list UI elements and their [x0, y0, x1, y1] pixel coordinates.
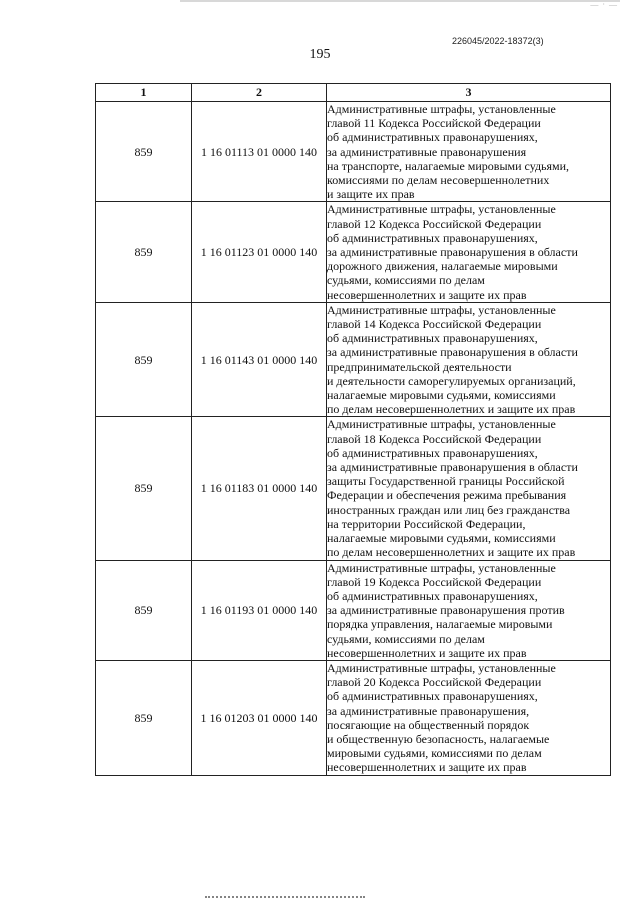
description-line: мировыми судьями, комиссиями по делам [327, 746, 542, 761]
budget-classification-code-cell: 1 16 01113 01 0000 140 [192, 102, 327, 202]
description-line: на транспорте, налагаемые мировыми судьями, [327, 158, 570, 173]
budget-classification-code-cell: 1 16 01203 01 0000 140 [192, 660, 327, 775]
description-line: главой 18 Кодекса Российской Федерации [327, 431, 542, 446]
description-line: Административные штрафы, установленные [327, 202, 556, 217]
header-col-3: 3 [327, 84, 611, 102]
description-line: за административные правонарушения против [327, 603, 565, 618]
description-line: по делам несовершеннолетних и защите их прав [327, 402, 576, 417]
admin-code-cell: 859 [96, 560, 192, 660]
description-line: налагаемые мировыми судьями, комиссиями [327, 531, 556, 546]
description-line: Административные штрафы, установленные [327, 560, 556, 575]
description-line: главой 12 Кодекса Российской Федерации [327, 216, 542, 231]
description-line: главой 19 Кодекса Российской Федерации [327, 574, 542, 589]
description-line: Административные штрафы, установленные [327, 102, 556, 116]
description-line: судьями, комиссиями по делам [327, 273, 485, 288]
description-line: несовершеннолетних и защите их прав [327, 760, 527, 775]
description-line: дорожного движения, налагаемые мировыми [327, 259, 558, 274]
description-line: об административных правонарушениях, [327, 230, 538, 245]
description-line: об административных правонарушениях, [327, 588, 538, 603]
description-line: комиссиями по делам несовершеннолетних [327, 173, 550, 188]
admin-code-cell: 859 [96, 202, 192, 302]
description-line: Административные штрафы, установленные [327, 660, 556, 675]
budget-classification-code-cell: 1 16 01183 01 0000 140 [192, 417, 327, 560]
scan-top-rule [180, 0, 620, 2]
table-row [96, 102, 611, 202]
description-line: за административные правонарушения, [327, 703, 530, 718]
table-row [96, 202, 611, 302]
description-line: за административные правонарушения в области [327, 460, 578, 475]
description-line: и деятельности саморегулируемых организаций, [327, 373, 576, 388]
description-line: главой 14 Кодекса Российской Федерации [327, 317, 542, 332]
description-line: судьями, комиссиями по делам [327, 631, 485, 646]
table-row [96, 417, 611, 560]
description-line: на территории Российской Федерации, [327, 516, 526, 531]
income-description-cell [327, 417, 611, 560]
description-line: Административные штрафы, установленные [327, 302, 556, 317]
description-line: посягающие на общественный порядок [327, 717, 530, 732]
admin-code-cell: 859 [96, 660, 192, 775]
description-line: по делам несовершеннолетних и защите их прав [327, 545, 576, 560]
description-line: об административных правонарушениях, [327, 445, 538, 460]
income-description-cell [327, 560, 611, 660]
scan-top-mark: — · — [590, 0, 618, 9]
description-line: об административных правонарушениях, [327, 130, 538, 145]
income-description-cell [327, 102, 611, 202]
income-description-cell [327, 660, 611, 775]
description-line: предпринимательской деятельности [327, 359, 512, 374]
page-number: 195 [309, 47, 331, 62]
description-line: иностранных граждан или лиц без гражданства [327, 502, 571, 517]
description-line: за административные правонарушения в области [327, 245, 578, 260]
description-line: защиты Государственной границы Российской [327, 474, 565, 489]
document-number: 226045/2022-18372(3) [452, 36, 544, 46]
description-line: и общественную безопасность, налагаемые [327, 731, 550, 746]
description-line: за административные правонарушения в области [327, 345, 578, 360]
admin-code-cell: 859 [96, 417, 192, 560]
budget-classification-code-cell: 1 16 01143 01 0000 140 [192, 302, 327, 417]
budget-code-table [95, 83, 611, 776]
table-header-row [96, 84, 611, 102]
description-line: об административных правонарушениях, [327, 689, 538, 704]
description-line: главой 11 Кодекса Российской Федерации [327, 116, 541, 131]
description-line: и защите их прав [327, 187, 415, 202]
description-line: налагаемые мировыми судьями, комиссиями [327, 388, 556, 403]
description-line: об административных правонарушениях, [327, 331, 538, 346]
description-line: за административные правонарушения [327, 144, 527, 159]
footer-signature-mark [205, 896, 365, 901]
description-line: порядка управления, налагаемые мировыми [327, 617, 553, 632]
admin-code-cell: 859 [96, 302, 192, 417]
income-description-cell [327, 202, 611, 302]
table-row [96, 660, 611, 775]
description-line: Административные штрафы, установленные [327, 417, 556, 432]
budget-classification-code-cell: 1 16 01193 01 0000 140 [192, 560, 327, 660]
income-description-cell [327, 302, 611, 417]
budget-classification-code-cell: 1 16 01123 01 0000 140 [192, 202, 327, 302]
table-row [96, 302, 611, 417]
table-row [96, 560, 611, 660]
description-line: несовершеннолетних и защите их прав [327, 287, 527, 302]
admin-code-cell: 859 [96, 102, 192, 202]
description-line: главой 20 Кодекса Российской Федерации [327, 675, 542, 690]
description-line: Федерации и обеспечения режима пребывания [327, 488, 567, 503]
header-col-1: 1 [96, 84, 192, 102]
description-line: несовершеннолетних и защите их прав [327, 645, 527, 660]
header-col-2: 2 [192, 84, 327, 102]
